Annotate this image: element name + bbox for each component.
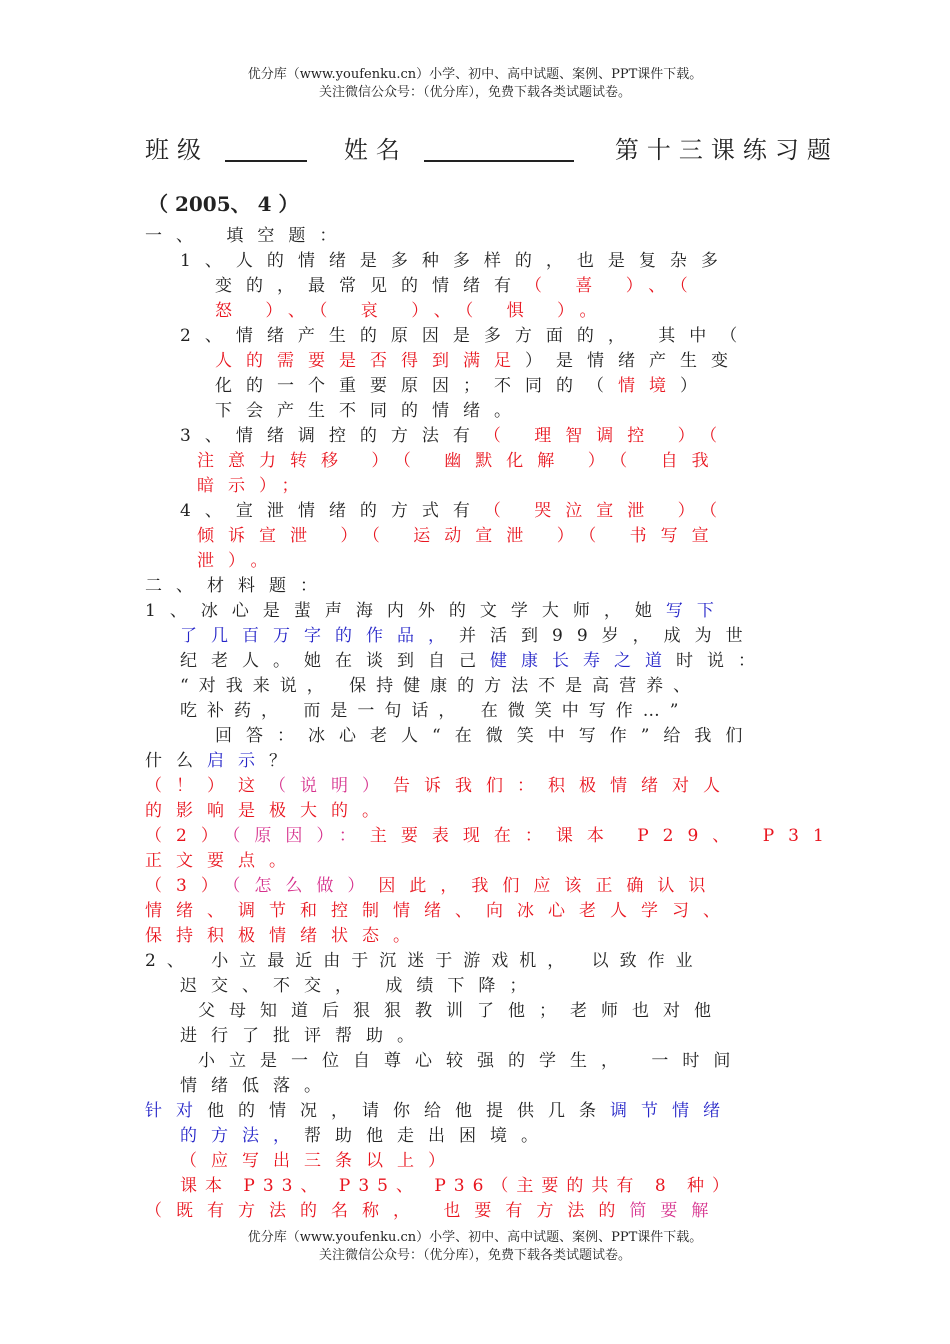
- m1-answer3-tag: （怎么做）: [231, 876, 379, 896]
- m2-text-1: 他的情况，请你给他提供几条: [207, 1101, 610, 1121]
- q1-line1: 1、人的情绪是多种多样的，也是复杂多: [180, 251, 732, 271]
- q3-answer-1: （ 理智调控 ）（: [483, 426, 732, 446]
- q2-answer-2: 情境: [618, 376, 680, 396]
- page-title: [145, 130, 839, 165]
- q2-line1: 2、情绪产生的原因是多方面的， 其中（: [180, 326, 752, 346]
- q3-answer-2: 注意力转移 ）（ 幽默化解 ）（ 自我: [197, 451, 723, 471]
- m1-answer2-line2: 正文要点。: [145, 851, 300, 871]
- section1-heading: 一、 填空题：: [145, 226, 351, 246]
- class-label: 班级: [145, 136, 209, 164]
- q4-answer-2: 倾诉宣泄 ）（ 运动宣泄 ）（ 书写宣: [197, 526, 723, 546]
- q2-text-2: 化的一个重要原因；不同的（: [215, 376, 618, 396]
- name-label: 姓名: [343, 136, 408, 164]
- m2-line7: [145, 1099, 734, 1124]
- m1-text-4: 时说：: [676, 651, 769, 671]
- date-line: （ 2005、 4 ）: [148, 192, 299, 216]
- m2-answer-text: （既有方法的名称， 也要有方法的: [145, 1201, 630, 1221]
- m1-text-5: 什么: [145, 751, 207, 771]
- m2-text-2: 帮助他走出困境。: [304, 1126, 552, 1146]
- q3-answer-3: 暗示）；: [197, 476, 313, 496]
- m1-answer3-line1: [145, 874, 719, 899]
- m2-line1: 2、 小立最近由于沉迷于游戏机， 以致作业: [145, 951, 704, 971]
- q1-text: 变的，最常见的情绪有: [215, 276, 525, 296]
- m2-answer-line2: 课本 P33、 P35、 P36（主要的共有 8 种）: [180, 1176, 738, 1196]
- m1-answer3-text: 因此，我们应该正确认识: [378, 876, 720, 896]
- m1-highlight-3: 健康长寿之道: [490, 651, 676, 671]
- q2-line2: [215, 349, 742, 374]
- m1-text-6: ？: [269, 751, 300, 771]
- q3-line1: [180, 424, 731, 449]
- page-header-line1: 优分库（www.youfenku.cn）小学、初中、高中试题、案例、PPT课件下载。: [247, 67, 703, 82]
- m1-answer1-num: （！）这: [145, 776, 269, 796]
- m1-line1: [145, 599, 728, 624]
- m1-answer2-tag: （原因）：: [231, 826, 370, 846]
- m2-line2: 迟交、不交， 成绩下降；: [180, 976, 541, 996]
- m1-text-2: 并活到99岁，成为世: [459, 626, 757, 646]
- name-blank: [424, 136, 574, 162]
- m1-answer1-line2: 的影响是极大的。: [145, 801, 393, 821]
- q2-line3: [215, 374, 711, 399]
- lesson-title: 第十三课练习题: [614, 136, 839, 164]
- m1-line7: [145, 749, 300, 774]
- m1-line5: 吃补药， 而是一句话， 在微笑中写作…”: [180, 701, 689, 721]
- q2-text: ）是情绪产生变: [525, 351, 742, 371]
- m1-text-3: 纪老人。她在谈到自己: [180, 651, 490, 671]
- m1-answer2-num: （2）: [145, 826, 232, 846]
- m2-answer-line3: [145, 1199, 722, 1224]
- q4-text: 4、宣泄情绪的方式有: [180, 501, 484, 521]
- q1-answer-1: （ 喜 ）、（: [525, 276, 702, 296]
- section2-heading: 二、材料题：: [145, 576, 331, 596]
- m2-highlight-3: 的方法，: [180, 1126, 304, 1146]
- m1-text-1: 1、冰心是蜚声海内外的文学大师，她: [145, 601, 666, 621]
- m1-answer1-tag: （说明）: [269, 776, 393, 796]
- m1-answer1-text: 告诉我们：积极情绪对人: [393, 776, 734, 796]
- m1-answer3-line2: 情绪、调节和控制情绪、向冰心老人学习、: [145, 901, 734, 921]
- m1-highlight-4: 启示: [207, 751, 269, 771]
- page-footer-line1: 优分库（www.youfenku.cn）小学、初中、高中试题、案例、PPT课件下载。: [247, 1230, 703, 1245]
- m2-answer-tag: 简要解: [629, 1201, 723, 1221]
- m1-highlight-2: 了几百万字的作品，: [180, 626, 459, 646]
- m2-line4: 进行了批评帮助。: [180, 1026, 428, 1046]
- q4-answer-1: （ 哭泣宣泄 ）（: [483, 501, 732, 521]
- m1-line2: [180, 624, 757, 649]
- q2-line4: 下会产生不同的情绪。: [215, 401, 525, 421]
- q1-answer-2: 怒 ）、（ 哀 ）、（ 惧 ）。: [215, 301, 611, 321]
- q3-text: 3、情绪调控的方法有: [180, 426, 484, 446]
- m2-line6: 情绪低落。: [180, 1076, 335, 1096]
- q2-text-3: ）: [680, 376, 711, 396]
- m2-line8: [180, 1124, 552, 1149]
- m2-answer-line1: （应写出三条以上）: [180, 1151, 459, 1171]
- m1-highlight-1: 写下: [665, 601, 728, 621]
- m1-answer2-line1: [145, 824, 838, 849]
- m1-line3: [180, 649, 769, 674]
- m1-answer3-num: （3）: [145, 876, 232, 896]
- m1-line6: 回答：冰心老人“在微笑中写作”给我们: [215, 726, 757, 746]
- m1-answer2-text: 主要表现在：课本 P29、 P31: [369, 826, 838, 846]
- page-footer-line2: 关注微信公众号：（优分库），免费下载各类试题试卷。: [318, 1248, 631, 1263]
- m1-answer3-line3: 保持积极情绪状态。: [145, 926, 424, 946]
- m2-highlight-2: 调节情绪: [610, 1101, 734, 1121]
- class-blank: [225, 136, 307, 162]
- m1-line4: “对我来说， 保持健康的方法不是高营养、: [180, 676, 701, 696]
- q4-answer-3: 泄）。: [197, 551, 282, 571]
- m2-line3: 父母知道后狠狠教训了他；老师也对他: [198, 1001, 725, 1021]
- q1-line2: [215, 274, 702, 299]
- m2-highlight-1: 针对: [145, 1101, 207, 1121]
- m1-answer1-line1: [145, 774, 734, 799]
- q4-line1: [180, 499, 731, 524]
- q2-answer-1: 人的需要是否得到满足: [215, 351, 525, 371]
- m2-line5: 小立是一位自尊心较强的学生， 一时间: [198, 1051, 745, 1071]
- page-header-line2: 关注微信公众号：（优分库），免费下载各类试题试卷。: [318, 85, 631, 100]
